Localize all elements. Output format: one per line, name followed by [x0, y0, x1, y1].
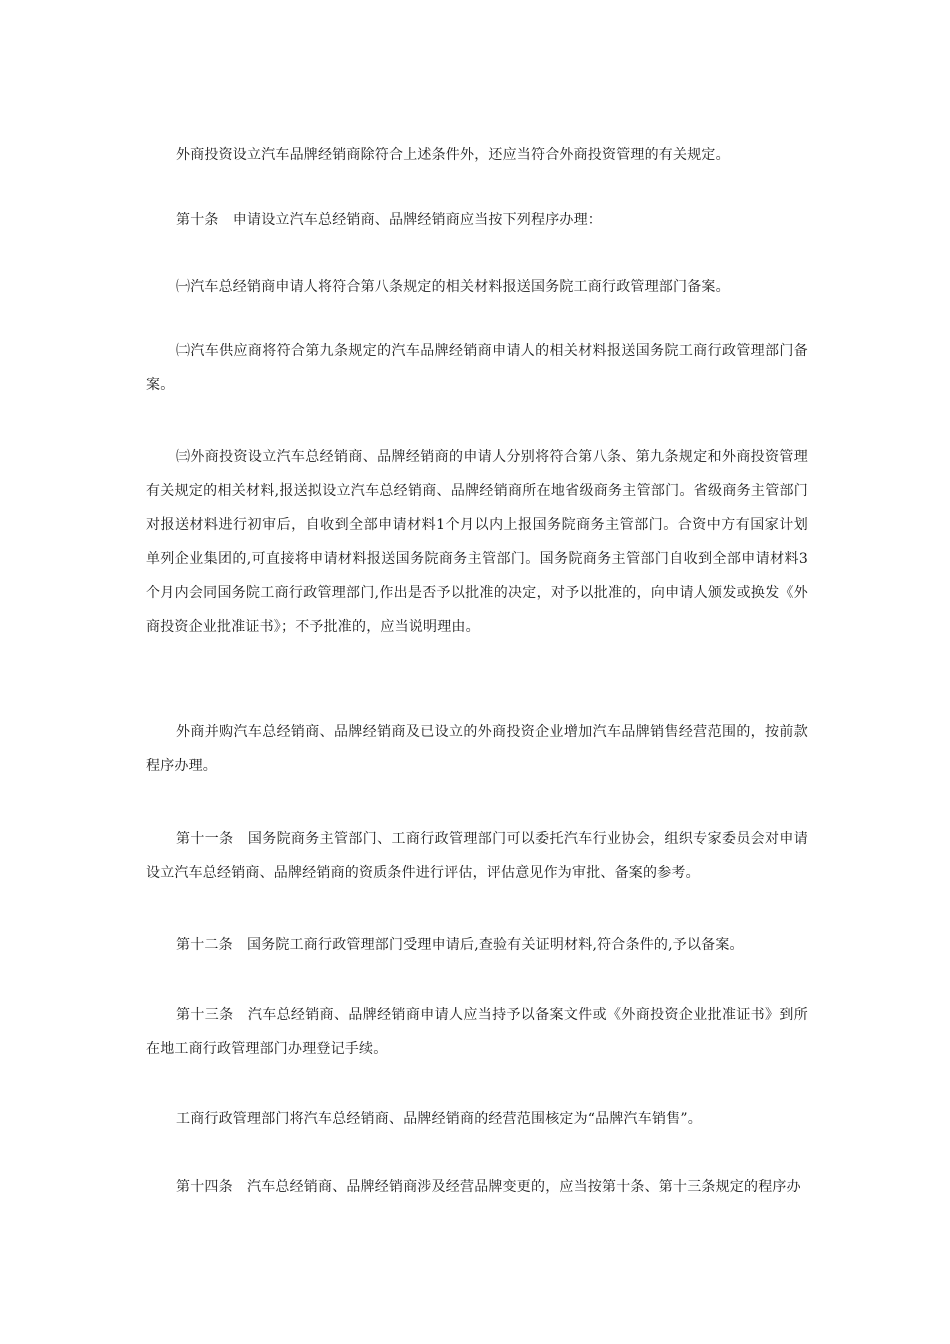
paragraph-article-12: 第十二条 国务院工商行政管理部门受理申请后,查验有关证明材料,符合条件的,予以备案。 [176, 937, 744, 953]
paragraph-article-11: 第十一条 国务院商务主管部门、工商行政管理部门可以委托汽车行业协会，组织专家委员会对申请设立汽车总经销商、品牌经销商的资质条件进行评估，评估意见作为审批、备案的参考。 [146, 831, 808, 881]
paragraph-article-10-item-1: ㈠汽车总经销商申请人将符合第八条规定的相关材料报送国务院工商行政管理部门备案。 [176, 279, 730, 295]
paragraph-foreign-investment-note: 外商投资设立汽车品牌经销商除符合上述条件外，还应当符合外商投资管理的有关规定。 [176, 147, 730, 163]
paragraph-article-10: 第十条 申请设立汽车总经销商、品牌经销商应当按下列程序办理： [176, 212, 602, 228]
paragraph-article-10-item-2: ㈡汽车供应商将符合第九条规定的汽车品牌经销商申请人的相关材料报送国务院工商行政管理部门备案。 [146, 343, 808, 393]
paragraph-business-scope: 工商行政管理部门将汽车总经销商、品牌经销商的经营范围核定为“品牌汽车销售”。 [176, 1111, 702, 1127]
paragraph-mergers-note: 外商并购汽车总经销商、品牌经销商及已设立的外商投资企业增加汽车品牌销售经营范围的，按前款程序办理。 [146, 724, 808, 774]
paragraph-article-14: 第十四条 汽车总经销商、品牌经销商涉及经营品牌变更的，应当按第十条、第十三条规定的程序办 [176, 1179, 801, 1195]
paragraph-article-10-item-3: ㈢外商投资设立汽车总经销商、品牌经销商的申请人分别将符合第八条、第九条规定和外商投资管理有关规定的相关材料,报送拟设立汽车总经销商、品牌经销商所在地省级商务主管部门。省级商务主管部门对报送材料进行初审后，自收到全部申请材料1个月以内上报国务院商务主管部门。合资中方有国家计划单列企业集团的,可直接将申请材料报送国务院商务主管部门。国务院商务主管部门自收到全部申请材料3个月内会同国务院工商行政管理部门,作出是否予以批准的决定，对予以批准的，向申请人颁发或换发《外商投资企业批准证书》；不予批准的，应当说明理由。 [146, 449, 808, 635]
paragraph-article-13: 第十三条 汽车总经销商、品牌经销商申请人应当持予以备案文件或《外商投资企业批准证书》到所在地工商行政管理部门办理登记手续。 [146, 1007, 808, 1057]
